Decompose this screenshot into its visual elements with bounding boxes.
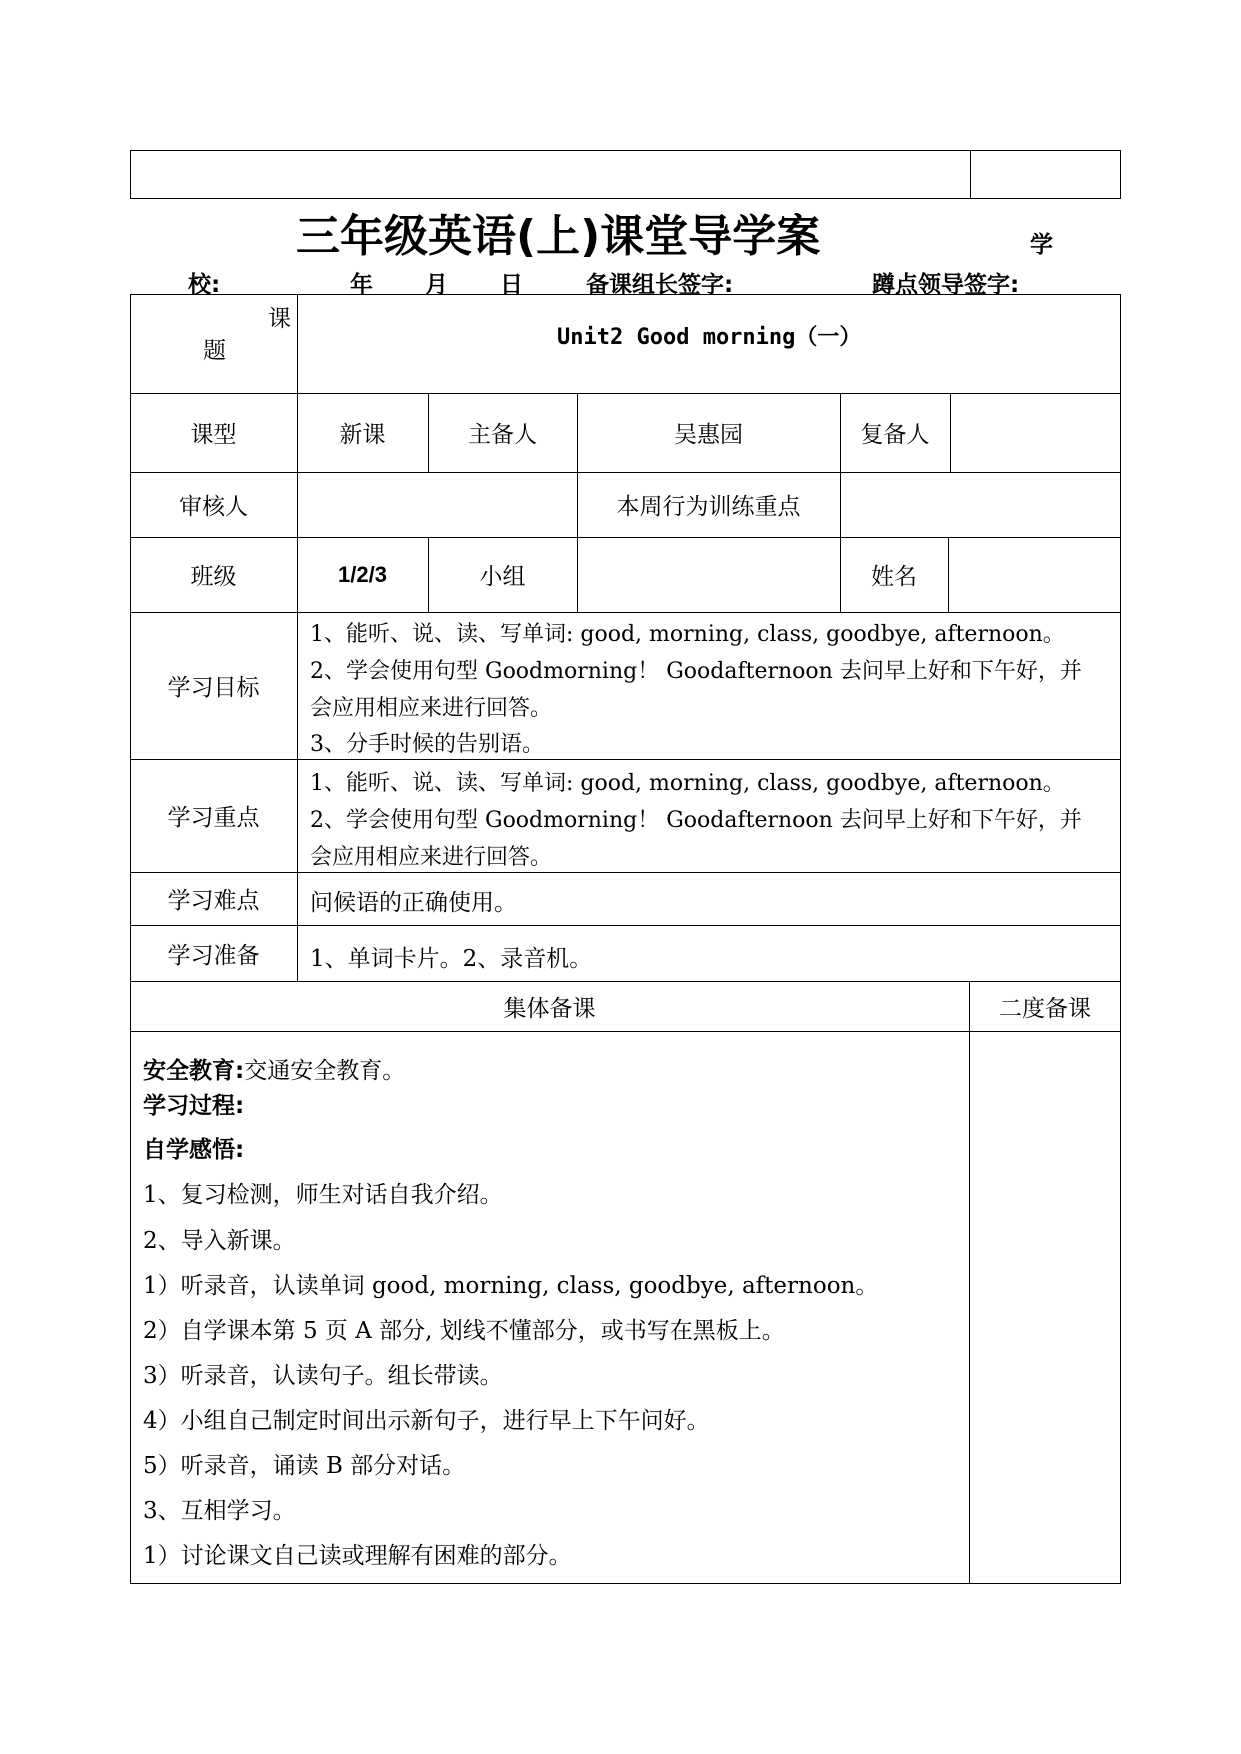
group-label: 小组 [479,564,526,590]
body-line: 3、互相学习。 [143,1498,296,1524]
page-title: 三年级英语(上)课堂导学案 [296,211,821,262]
topic-label-2: 题 [203,338,226,364]
top-table-divider [970,150,971,199]
topic-label-1: 课 [268,306,291,332]
body-line: 2）自学课本第 5 页 A 部分, 划线不懂部分，或书写在黑板上。 [143,1318,785,1344]
leader-sign: 蹲点领导签字: [872,272,1020,298]
goals-line: 2、学会使用句型 Goodmorning！ Goodafternoon 去问早上好和下午好，并 [310,659,1082,684]
type-value: 新课 [339,422,386,448]
class-label: 班级 [190,564,237,590]
goals-line: 会应用相应来进行回答。 [310,696,553,721]
col-line [950,393,951,472]
weekly-focus-label: 本周行为训练重点 [616,494,801,520]
body-line: 4）小组自己制定时间出示新句子，进行早上下午问好。 [143,1408,710,1434]
prep-value: 1、单词卡片。2、录音机。 [310,946,593,972]
col-line [969,981,970,1584]
safety-label: 安全教育: [143,1058,245,1084]
row-line [130,1031,1121,1032]
body-line: 1）讨论课文自己读或理解有困难的部分。 [143,1543,572,1569]
difficulty-label: 学习难点 [167,888,260,914]
goals-label: 学习目标 [167,675,260,701]
safety-value: 交通安全教育。 [244,1058,406,1084]
body-line: 1）听录音，认读单词 good, morning, class, goodbye, afternoon。 [143,1273,879,1299]
body-line: 2、导入新课。 [143,1228,296,1254]
goals-line: 3、分手时候的告别语。 [310,732,544,757]
self-label: 自学感悟: [143,1137,245,1163]
topic-value: Unit2 Good morning（一） [557,325,862,350]
main-preparer-label: 主备人 [468,422,537,448]
body-line: 3）听录音，认读句子。组长带读。 [143,1363,503,1389]
safety-line [143,1052,405,1085]
body-line: 5）听录音，诵读 B 部分对话。 [143,1453,466,1479]
date-month: 月 [425,272,448,298]
collective-label: 集体备课 [503,995,596,1022]
main-preparer-value: 吴惠园 [674,422,743,448]
class-value: 1/2/3 [338,561,387,587]
date-year: 年 [350,272,373,298]
co-preparer-label: 复备人 [860,422,930,448]
group-leader-sign: 备课组长签字: [586,272,734,298]
date-day: 日 [500,272,523,298]
reviewer-label: 审核人 [179,494,248,520]
second-label: 二度备课 [999,995,1091,1022]
difficulty-value: 问候语的正确使用。 [310,890,517,916]
name-label: 姓名 [871,564,917,590]
key-line: 会应用相应来进行回答。 [310,845,553,870]
key-label: 学习重点 [167,805,260,831]
col-line [948,537,949,612]
goals-line: 1、能听、说、读、写单词: good, morning, class, goodbye, afternoon。 [310,622,1065,647]
body-line: 1、复习检测，师生对话自我介绍。 [143,1182,503,1208]
school-label-part2: 校: [188,272,221,298]
key-line: 1、能听、说、读、写单词: good, morning, class, goodbye, afternoon。 [310,771,1065,796]
process-label: 学习过程: [143,1093,245,1119]
key-line: 2、学会使用句型 Goodmorning！ Goodafternoon 去问早上好和下午好，并 [310,808,1082,833]
top-empty-table [130,150,1121,199]
school-label-part1: 学 [1030,232,1053,258]
prep-label: 学习准备 [167,942,260,969]
type-label: 课型 [190,422,237,448]
